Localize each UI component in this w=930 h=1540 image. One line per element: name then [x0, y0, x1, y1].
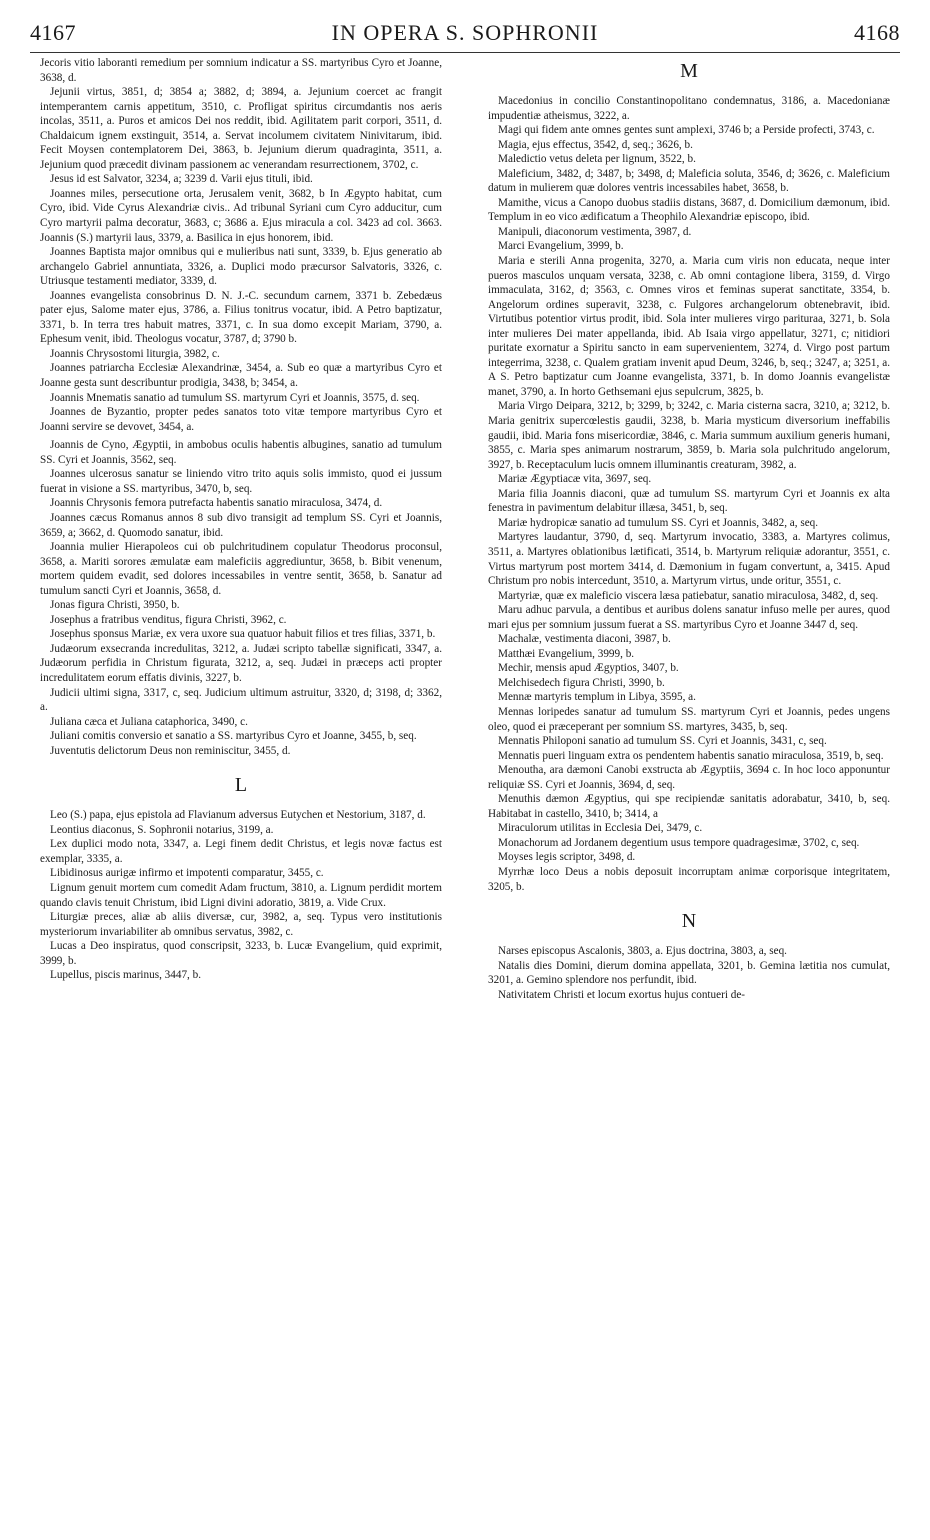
index-entry: Liturgiæ preces, aliæ ab aliis diversæ, cur, 3982, a, seq. Typus vero institutionis mysteriorum invariabiliter ab omnibus servatus, 3982, c.: [40, 911, 442, 938]
index-entry: Maleficium, 3482, d; 3487, b; 3498, d; Maleficia soluta, 3546, d; 3626, c. Maleficium datum in mulierem quæ dolores ventris incessabiles habet, 3658, b.: [488, 167, 890, 195]
index-entry: Mariæ Ægyptiacæ vita, 3697, seq.: [498, 473, 652, 486]
index-entry: Judæorum exsecranda incredulitas, 3212, a. Judæi scripto tabellæ significati, 3347, a. Judæorum perfidia in Christum figurata, 3212, a, seq. Judæi in præceps acti propter incredulitatem eorum effatis divinis, 3227, b.: [40, 642, 442, 684]
index-entry: Moyses legis scriptor, 3498, d.: [498, 851, 636, 864]
index-entry: Myrrhæ loco Deus a nobis deposuit incorruptam animæ corporisque integritatem, 3205, b.: [488, 865, 890, 893]
index-entry: Matthæi Evangelium, 3999, b.: [498, 647, 635, 660]
index-entry: Jonas figura Christi, 3950, b.: [50, 599, 180, 612]
index-entry: Mennatis Philoponi sanatio ad tumulum SS. Cyri et Joannis, 3431, c, seq.: [498, 735, 827, 748]
index-entry: Maria filia Joannis diaconi, quæ ad tumulum SS. martyrum Cyri et Joannis ex alta fenestra in pavimentum delabitur illæsa, 3451, b, seq.: [488, 487, 890, 515]
left-page-number: 4167: [30, 20, 76, 45]
index-entry: Jesus id est Salvator, 3234, a; 3239 d. Varii ejus tituli, ibid.: [50, 173, 313, 186]
index-entry: Lupellus, piscis marinus, 3447, b.: [50, 969, 202, 982]
index-entry: Martyres laudantur, 3790, d, seq. Martyrum invocatio, 3383, a. Martyres colimus, 3511, a. Martyres oblationibus lætificati, 3514, b. Martyrum reliquiæ adorantur, 3551, c. Virtus martyrum post mortem 3414, d. Dæmonium in fugam convertunt, a, 3415. Apud Christum pro nobis intercedunt, 3510, a. Martyrum virtus, unde oritur, 3551, c.: [488, 531, 890, 588]
index-entry: Mennas loripedes sanatur ad tumulum SS. martyrum Cyri et Joannis, pedes ungens oleo, quod ei præceperant per somnium SS. martyres, 3435, b, seq.: [488, 705, 890, 733]
page-header: [30, 12, 900, 53]
section-letter-heading: N: [681, 910, 697, 933]
index-entry: Maria e sterili Anna progenita, 3270, a. Maria cum viris non educata, neque inter pueros masculos unquam versata, 3238, c. Ab omni contagione libera, 3159, d. Virgo immaculata, 3162, d; 3563, c. Omnes viros et feminas superat sanctitate, 3354, b. Angelorum ordines superavit, 3238, c. Fulgores archangelorum obtenebravit, ibid. Virtutibus potentior virtus prodit, ibid. Sola inter mulieres virgo parituraa, 3271, b. Sola inter mulieres Dei mater appellanda, ibid. Ab Isaia virgo appellatur, 3271, c; nitidiori puritate exornatur a Spiritu sancto in eam supervenientem, 3274, d. Virgo post partum integerrima, 3238, c. Qualem gratiam invenit apud Deum, 3246, b, seq.; 3247, a; 3251, a. A S. Petro baptizatur cum Joanne evangelista, 3371, b. In domo Joannis evangelistæ manet, 3790, a. In horto Gethsemani ejus sepulcrum, 3825, b.: [488, 255, 890, 398]
index-entry: Lucas a Deo inspiratus, quod conscripsit, 3233, b. Lucæ Evangelium, quid exprimit, 3999, b.: [40, 940, 442, 967]
index-entry: Nativitatem Christi et locum exortus hujus contueri de-: [498, 988, 746, 1001]
index-entry: Juventutis delictorum Deus non reminiscitur, 3455, d.: [50, 744, 291, 757]
running-title: IN OPERA S. SOPHRONII: [331, 20, 599, 45]
index-entry: Maledictio vetus deleta per lignum, 3522, b.: [498, 153, 696, 166]
index-entry: Lignum genuit mortem cum comedit Adam fructum, 3810, a. Lignum perdidit mortem quando clavis tenuit Christum, ibid Ligni divini adoratio, 3819, a. Vide Crux.: [40, 881, 442, 909]
index-entry: Libidinosus aurigæ infirmo et impotenti comparatur, 3455, c.: [50, 867, 324, 880]
index-entry: Monachorum ad Jordanem degentium usus tempore quadragesimæ, 3702, c, seq.: [498, 836, 860, 849]
index-entry: Maria Virgo Deipara, 3212, b; 3299, b; 3242, c. Maria cisterna sacra, 3210, a; 3212, b. Maria genitrix supercœlestis gaudii, 3238, b. Maria mysticum diversorium ineffabilis gaudii, ibid. Maria fons misericordiæ, 3846, c. Maria summum auxilium generis humani, 3855, c. Maria spes animarum nostrarum, 3859, b. Maria sola pulchritudo angelorum, 3927, b. Receptaculum lucis omnem illuminantis creaturam, 3982, a.: [488, 400, 890, 471]
index-entry: Joannes cæcus Romanus annos 8 sub divo transigit ad templum SS. Cyri et Joannis, 3659, a; 3662, d. Quomodo sanatur, ibid.: [40, 511, 442, 539]
section-letter-heading: M: [680, 60, 698, 82]
index-entry: Melchisedech figura Christi, 3990, b.: [498, 676, 665, 689]
index-entry: Josephus sponsus Mariæ, ex vera uxore sua quatuor habuit filios et tres filias, 3371, b.: [50, 628, 436, 641]
index-entry: Natalis dies Domini, dierum domina appellata, 3201, b. Gemina lætitia nos cumulat, 3201, a. Gemino splendore nos perfundit, ibid.: [488, 959, 890, 987]
index-entry: Marci Evangelium, 3999, b.: [498, 240, 624, 253]
index-entry: Narses episcopus Ascalonis, 3803, a. Ejus doctrina, 3803, a, seq.: [498, 945, 787, 958]
index-entry: Martyriæ, quæ ex maleficio viscera læsa patiebatur, sanatio miraculosa, 3482, d, seq.: [498, 589, 879, 602]
index-entry: Menoutha, ara dæmoni Canobi exstructa ab Ægyptiis, 3694 c. In hoc loco apponuntur reliquiæ SS. Cyri et Joannis, 3694, d, seq.: [488, 764, 890, 791]
index-entry: Joannis Mnematis sanatio ad tumulum SS. martyrum Cyri et Joannis, 3575, d. seq.: [50, 391, 420, 404]
index-entry: Joannes patriarcha Ecclesiæ Alexandrinæ, 3454, a. Sub eo quæ a martyribus Cyro et Joanne gesta sunt describuntur prodigia, 3438, b; 3454, a.: [40, 362, 442, 390]
index-entry: Leo (S.) papa, ejus epistola ad Flavianum adversus Eutychen et Nestorium, 3187, d.: [50, 809, 426, 822]
index-entry: Josephus a fratribus venditus, figura Christi, 3962, c.: [50, 613, 287, 626]
index-entry: Magi qui fidem ante omnes gentes sunt amplexi, 3746 b; a Perside profecti, 3743, c.: [498, 124, 875, 137]
index-entry: Joannis de Cyno, Ægyptii, in ambobus oculis habentis albugines, sanatio ad tumulum SS. Cyri et Joannis, 3562, seq.: [40, 439, 442, 466]
right-page-number: 4168: [854, 20, 900, 45]
index-entry: Joannes miles, persecutione orta, Jerusalem venit, 3682, b In Ægypto habitat, cum Cyro, ibid. Vide Cyrus Alexandriæ civis.. Ad tribunal Syriani cum Cyro adducitur, cum Cyro martyrii palma decoratur, 3683, c; 3686 a. Ejus miracula a col. 3423 ad col. 3663. Joannis (S.) martyrii laus, 3379, a. Basilica in ejus honorem, ibid.: [40, 187, 442, 244]
index-entry: Machalæ, vestimenta diaconi, 3987, b.: [498, 633, 671, 646]
index-entry: Miraculorum utilitas in Ecclesia Dei, 3479, c.: [498, 822, 703, 835]
index-entry: Juliani comitis conversio et sanatio a SS. martyribus Cyro et Joanne, 3455, b, seq.: [50, 730, 417, 743]
index-entry: Manipuli, diaconorum vestimenta, 3987, d.: [498, 225, 692, 238]
index-entry: Mechir, mensis apud Ægyptios, 3407, b.: [498, 662, 679, 675]
index-entry: Joannes de Byzantio, propter pedes sanatos toto vitæ tempore martyribus Cyro et Joanni servire se devovet, 3454, a.: [40, 406, 442, 433]
section-letter-heading: L: [234, 774, 248, 797]
index-entry: Mennatis pueri linguam extra os pendentem habentis sanatio miraculosa, 3519, b, seq.: [498, 749, 884, 762]
index-entry: Joannes Baptista major omnibus qui e mulieribus nati sunt, 3339, b. Ejus generatio ab archangelo Gabriel annuntiata, 3326, a. Duplici modo præcursor Salvatoris, 3326, c. Utriusque testamenti mediator, 3339, d.: [40, 246, 442, 288]
index-entry: Leontius diaconus, S. Sophronii notarius, 3199, a.: [50, 823, 274, 836]
index-entry: Macedonius in concilio Constantinopolitano condemnatus, 3186, a. Macedonianæ impudentiæ atheismus, 3222, a.: [488, 95, 890, 122]
index-entry: Joannia mulier Hierapoleos cui ob pulchritudinem copulatur Theodorus proconsul, 3658, a. Mariti sorores æmulatæ eam maleficiis aggrediuntur, 3658, b. Bibit venenum, mortem quidem evadit, sed dolores incessabiles in ventre sentit, 3658, b. Sanatur ad tumulum sancti Cyri et Joannis, 3658, d.: [40, 541, 442, 597]
index-entry: Mennæ martyris templum in Libya, 3595, a.: [498, 691, 696, 704]
index-entry: Jecoris vitio laboranti remedium per somnium indicatur a SS. martyribus Cyro et Joanne, 3638, d.: [40, 57, 442, 84]
index-entry: Mamithe, vicus a Canopo duobus stadiis distans, 3687, d. Domicilium dæmonum, ibid. Templum in eo vico ædificatum a Theophilo Alexandriæ episcopo, ibid.: [488, 196, 890, 224]
index-entry: Joannes evangelista consobrinus D. N. J.-C. secundum carnem, 3371 b. Zebedæus pater ejus, Salome mater ejus, 3786, a. Filius tonitrus vocatur, ibid. A Petro baptizatur, 3371, b. In terra tres habuit matres, 3371, c. In sua domo excepit Mariam, 3790, a. Ephesum venit, ibid. Theologus vocatur, 3787, d; 3790 b.: [40, 289, 442, 346]
left-column: [40, 56, 442, 983]
index-entry: Menuthis dæmon Ægyptius, qui spe recipiendæ sanitatis adorabatur, 3410, b, seq. Habitabat in castello, 3410, b; 3414, a: [488, 793, 890, 820]
index-entry: Mariæ hydropicæ sanatio ad tumulum SS. Cyri et Joannis, 3482, a, seq.: [498, 516, 819, 529]
index-entry: Maru adhuc parvula, a dentibus et auribus dolens sanatur infuso melle per aures, quod mari ejus per somnium jussum fuerat a SS. martyribus Cyro et Joanne 3447 d, seq.: [488, 604, 890, 631]
right-column: [488, 56, 890, 1002]
index-entry: Jejunii virtus, 3851, d; 3854 a; 3882, d; 3894, a. Jejunium coercet ac frangit intemperantem carnis appetitum, 3510, c. Profligat spiritus circumdantis nos aeris incolas, 3511, a. Puros et amicos Dei nos reddit, ibid. Agilitatem parit corpori, 3511, d. Chaldaicum ignem exstinguit, 3514, a. Servat incolumem civitatem Ninivitarum, ibid. Fecit Moysen contemplatorem Dei, 3863, b. Jejunium dierum quadraginta, 3511, a. Jejunium quod præcedit divinam passionem ac venerandam resurrectionem, 3702, c.: [40, 86, 442, 171]
index-entry: Joannis Chrysonis femora putrefacta habentis sanatio miraculosa, 3474, d.: [50, 497, 383, 510]
index-entry: Joannis Chrysostomi liturgia, 3982, c.: [50, 347, 220, 360]
index-entry: Magia, ejus effectus, 3542, d, seq.; 3626, b.: [498, 138, 693, 151]
index-entry: Lex duplici modo nota, 3347, a. Legi finem dedit Christus, et legis novæ factus est exemplar, 3335, a.: [40, 838, 442, 865]
index-entry: Juliana cæca et Juliana cataphorica, 3490, c.: [50, 715, 248, 728]
index-entry: Joannes ulcerosus sanatur se liniendo vitro trito aquis solis immisto, quod ei jussum fuerat in visione a SS. martyribus, 3470, b, seq.: [40, 468, 442, 495]
index-entry: Judicii ultimi signa, 3317, c, seq. Judicium ultimum astruitur, 3320, d; 3198, d; 3362, a.: [40, 686, 442, 714]
